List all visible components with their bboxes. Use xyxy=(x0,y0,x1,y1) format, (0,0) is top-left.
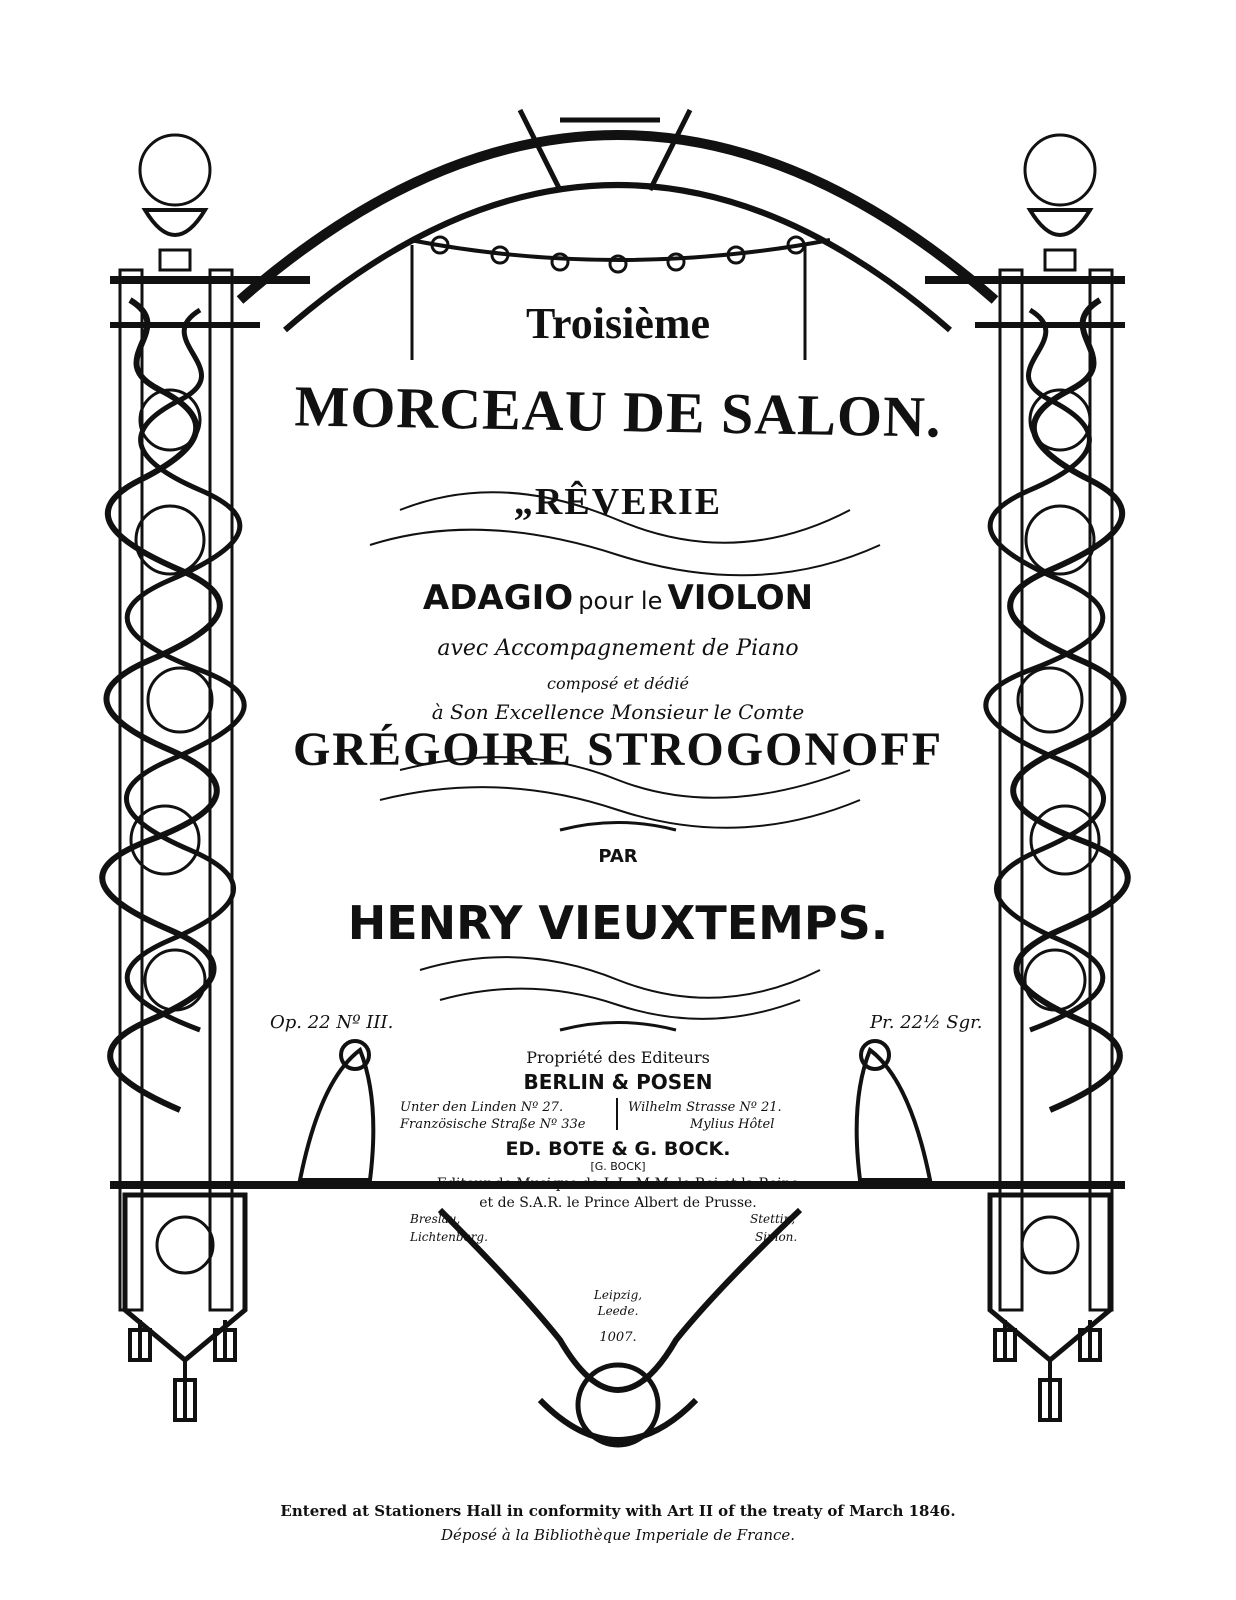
title-line2: MORCEAU DE SALON. xyxy=(293,373,943,450)
address-right-2: Mylius Hôtel xyxy=(690,1117,775,1132)
accompaniment-line: avec Accompagnement de Piano xyxy=(437,636,799,661)
address-right-1: Wilhelm Strasse Nº 21. xyxy=(628,1100,782,1115)
agent-center-1: Leipzig, xyxy=(593,1288,643,1302)
agent-right-1: Stettin, xyxy=(750,1212,796,1226)
agent-left-1: Breslau, xyxy=(410,1212,461,1226)
dedication-line: à Son Excellence Monsieur le Comte xyxy=(431,700,805,724)
par-word: PAR xyxy=(598,846,638,867)
footer-line1: Entered at Stationers Hall in conformity with Art II of the treaty of March 1846. xyxy=(280,1502,956,1520)
adagio-line xyxy=(0,578,1236,618)
publisher-line1: Editeur de Musique de L.L. M.M. le Roi et la Reine xyxy=(436,1176,800,1192)
address-left-1: Unter den Linden Nº 27. xyxy=(400,1100,564,1115)
compose-line: composé et dédié xyxy=(547,674,689,693)
left-urn xyxy=(140,135,210,270)
agent-left-2: Lichtenberg. xyxy=(410,1230,488,1244)
reverie-title: „RÊVERIE xyxy=(513,481,723,523)
price: Pr. 22½ Sgr. xyxy=(870,1012,983,1033)
plate-number: 1007. xyxy=(599,1330,637,1345)
agent-center-2: Leede. xyxy=(597,1304,639,1318)
address-left-2: Französische Straße Nº 33e xyxy=(400,1117,586,1132)
agent-right-2: Simon. xyxy=(755,1230,798,1244)
adagio-word: ADAGIO xyxy=(422,578,574,618)
pour-le-word: pour le xyxy=(578,587,663,615)
publisher-sub: [G. BOCK] xyxy=(590,1160,646,1173)
footer-line2: Déposé à la Bibliothèque Imperiale de France. xyxy=(440,1526,796,1544)
dedicatee-name: GRÉGOIRE STROGONOFF xyxy=(292,723,944,776)
title-line1: Troisième xyxy=(525,299,711,348)
rights-line: Propriété des Editeurs xyxy=(526,1048,710,1067)
opus-number: Op. 22 Nº III. xyxy=(270,1012,394,1033)
right-urn xyxy=(1025,135,1095,270)
publisher-cities: BERLIN & POSEN xyxy=(523,1070,713,1094)
violon-word: VIOLON xyxy=(667,578,814,618)
publisher-line2: et de S.A.R. le Prince Albert de Prusse. xyxy=(479,1195,757,1211)
composer-name: HENRY VIEUXTEMPS. xyxy=(347,896,889,950)
publisher-name: ED. BOTE & G. BOCK. xyxy=(505,1138,731,1160)
